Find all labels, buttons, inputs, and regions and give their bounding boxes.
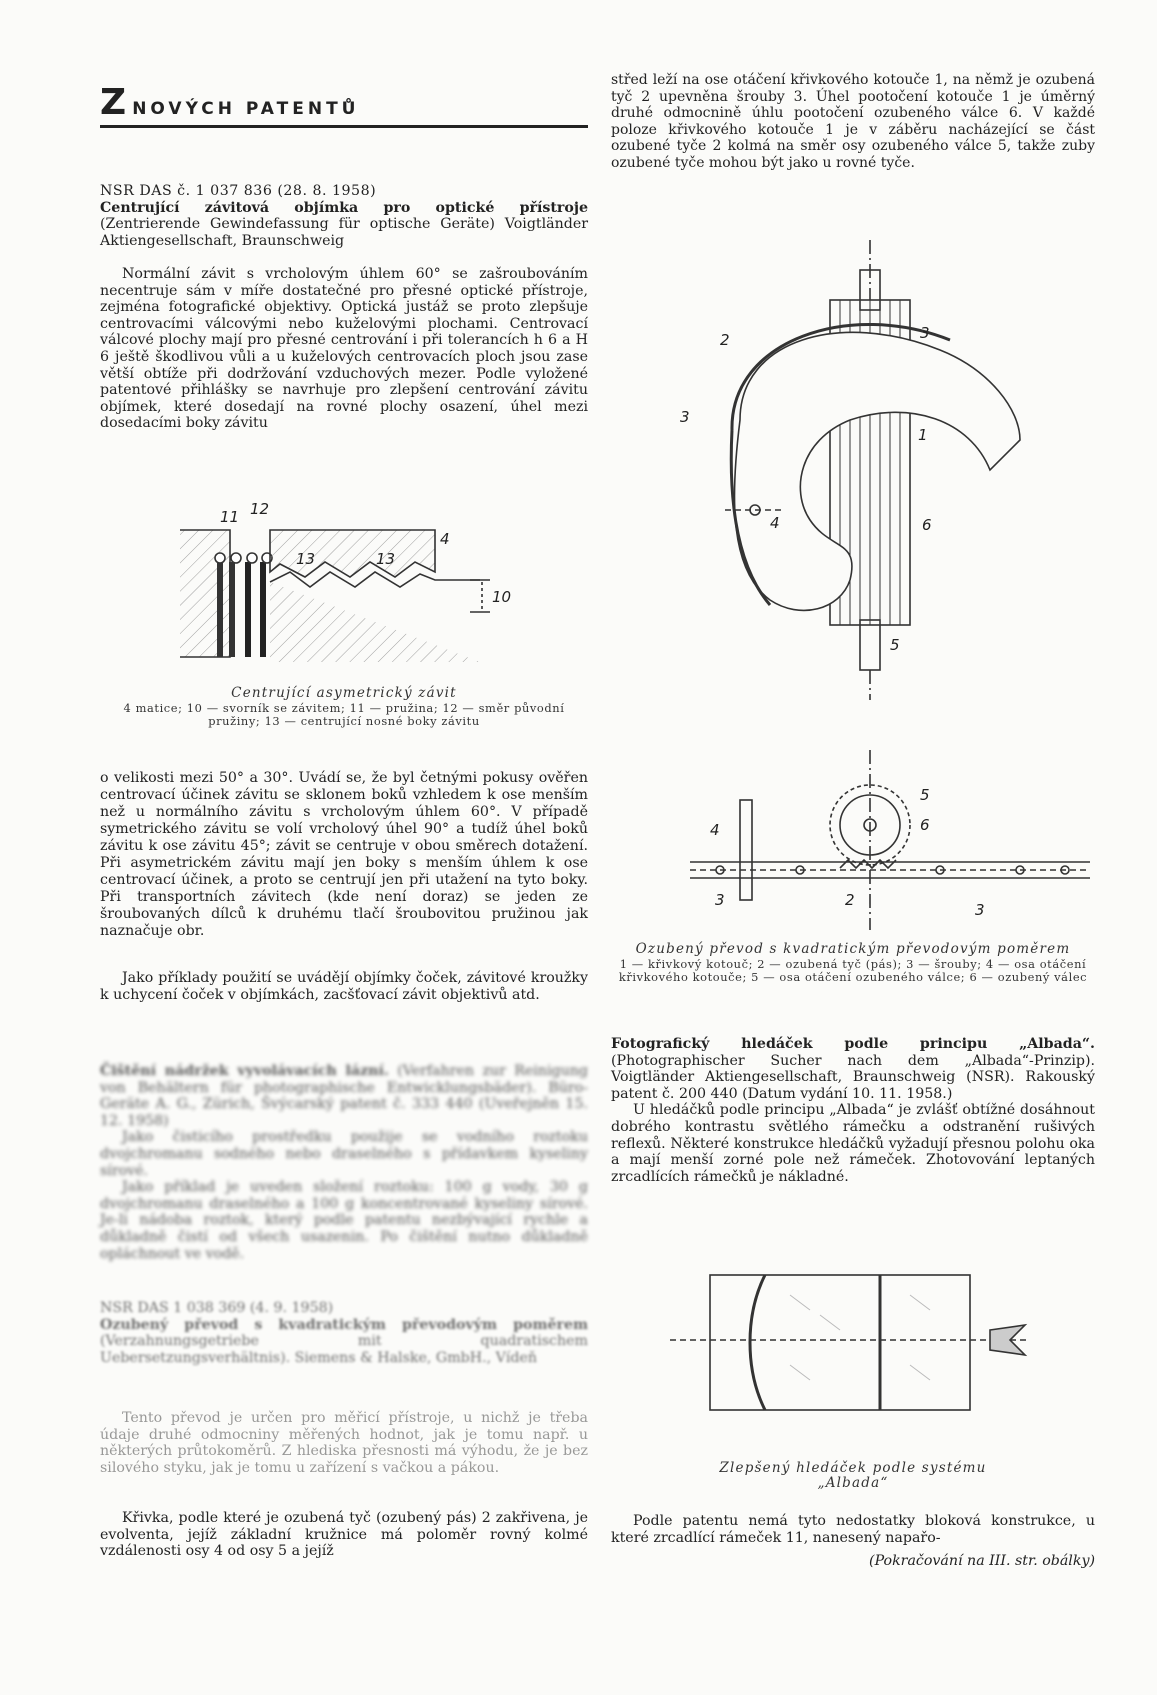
heading-rule [100,125,588,128]
viewfinder-title-1: Zlepšený hledáček podle systému [719,1460,987,1476]
cam-label-3b: 3 [680,408,690,426]
patent1-para2: o velikosti mezi 50° a 30°. Uvádí se, že byl četnými pokusy ověřen centrovací účinek závitu se sklonem boků vzhledem k ose menším než u normálního závitu s vrcholovým úhlem 60°. V případě symetrického závitu se volí vrcholový úhel 90° a tudíž úhel boků závitu k ose závitu 45°; závit se centruje v obou směrech dotažení. Při asymetrickém závitu mají jen boky s menším úhlem k ose centrovací účinek, a proto se centrují jen při utažení na tyto boky. Při transportních závitech (kde není doraz) se jeden ze šroubovaných dílců k druhému tlačí šroubovitou pružinou jak naznačuje obr. [100,770,588,939]
cam-label-1: 1 [918,426,928,444]
patent3-title: Fotografický hledáček podle principu „Albada“. [611,1036,1095,1052]
gear-figure-legend: 1 — křivkový kotouč; 2 — ozubená tyč (pás); 3 — šrouby; 4 — osa otáčení křivkového kotouče; 5 — osa otáčení ozubeného válce; 6 — ozubený válec [618,957,1088,984]
patent2-meta: (Verzahnungsgetriebe mit quadratischem Uebersetzungsverhältnis). Siemens & Halske, GmbH., Vídeň [100,1333,588,1366]
patent2-header [100,1300,588,1366]
gear-figure-title: Ozubený převod s kvadratickým převodovým poměrem [635,941,1071,957]
cam-label-3a: 3 [920,324,930,342]
blur-patent-title: Čištění nádržek vyvolávacích lázní. [100,1063,389,1079]
patent1-header [100,183,588,249]
patent2-continuation: střed leží na ose otáčení křivkového kotouče 1, na němž je ozubená tyč 2 upevněna šrouby 3. Úhel pootočení kotouče 1 je úměrný druhé odmocnině úhlu pootočení ozubeného válce 6. V každé poloze křivkového kotouče 1 je v záběru nacházející se část ozubené tyče 2 kolmá na směr osy ozubeného válce 5, takže zuby ozubené tyče mohou být jako u rovné tyče. [611,72,1095,171]
patent1-para1: Normální závit s vrcholovým úhlem 60° se zašroubováním necentruje sám v míře dostatečné pro přesné optické přístroje, zejména fotografické objektivy. Optická justáž se proto zlepšuje centrovacími válcovými nebo kuželovými plochami. Centrovací válcové plochy mají pro přesné centrování i při tolerancích h 6 a H 6 ještě škodlivou vůli a u kuželových centrovacích ploch jsou zase větší obtíže při dodržování vzduchových mezer. Podle vyložené patentové přihlášky se navrhuje pro zlepšení centrování závitu objímek, které dosedají na rovné plochy osazení, úhel mezi dosedacími boky závitu [100,266,588,432]
thread-label-13a: 13 [296,550,316,568]
patent1-meta: (Zentrierende Gewindefassung für optische Geräte) Voigtländer Aktiengesellschaft, Braunschweig [100,216,588,249]
patent1-para3: Jako příklady použití se uvádějí objímky čoček, závitové kroužky k uchycení čoček v objímkách, zacšťovací závit objektivů atd. [100,970,588,1003]
continued-note: (Pokračování na III. str. obálky) [869,1553,1095,1569]
gear-figure-caption [611,943,1095,984]
patent2-number: NSR DAS 1 038 369 (4. 9. 1958) [100,1300,334,1316]
patent3-header [611,1036,1095,1185]
thread-figure-legend: 4 matice; 10 — svorník se závitem; 11 — pružina; 12 — směr původní pružiny; 13 — centrující nosné boky závitu [123,701,565,728]
blur-patent-para1: Jako čisticího prostředku použije se vodního roztoku dvojchromanu sodného nebo draselného s přídavkem kyseliny sírové. [100,1129,588,1179]
rack-label-5: 5 [920,786,930,804]
patent2-title: Ozubený převod s kvadratickým převodovým poměrem [100,1316,588,1333]
thread-figure-title: Centrující asymetrický závit [231,685,457,701]
rack-label-4: 4 [710,821,720,839]
viewfinder-title-2: „Albada“ [817,1475,889,1491]
cam-label-4: 4 [770,514,780,532]
rack-gear-figure [690,750,1090,930]
section-heading [100,82,588,128]
cam-label-6: 6 [922,516,932,534]
patent1-title: Centrující závitová objímka pro optické přístroje [100,199,588,216]
thread-label-13b: 13 [376,550,396,568]
thread-label-11: 11 [220,508,240,526]
thread-figure [170,502,550,672]
patent3-para2: Podle patentu nemá tyto nedostatky bloková konstrukce, u které zrcadlící rámeček 11, nanesený napařo- [611,1513,1095,1546]
thread-label-12: 12 [250,500,270,518]
thread-figure-caption [100,687,588,728]
blurred-patent [100,1063,588,1262]
rack-label-6: 6 [920,816,930,834]
cam-gear-figure [680,240,1050,700]
patent2-para1: Tento převod je určen pro měřicí přístroje, u nichž je třeba údaje druhé odmocniny měřených hodnot, jak je tomu např. u některých průtokoměrů. Z hlediska přesnosti má výhodu, že je bez silového styku, jak je tomu u zařízení s vačkou a pákou. [100,1410,588,1476]
rack-label-2: 2 [845,891,855,909]
patent3-meta: (Photographischer Sucher nach dem „Albada“-Prinzip). Voigtländer Aktiengesellschaft, Braunschweig (NSR). Rakouský patent č. 200 440 (Datum vydání 10. 11. 1958.) [611,1052,1095,1102]
blur-patent-meta: (Verfahren zur Reinigung von Behältern für photographische Entwicklungsbäder). Büro-Geräte A. G., Zürich, Švýcarský patent č. 333 440 (Uveřejněn 15. 12. 1958) [100,1063,588,1129]
patent2-para2: Křivka, podle které je ozubená tyč (ozubený pás) 2 zakřivena, je evolventa, jejíž základní kružnice má poloměr rovný kolmé vzdálenosti osy 4 od osy 5 a jejíž [100,1510,588,1560]
rack-label-3b: 3 [975,901,985,919]
viewfinder-caption [611,1462,1095,1492]
thread-label-4: 4 [440,530,450,548]
blur-patent-para2: Jako příklad je uveden složení roztoku: 100 g vody, 30 g dvojchromanu draselného a 100 g koncentrované kyseliny sírové. Je-li nádoba roztok, který podle patentu nezbývající rychle a důkladně čistí od všech usazenin. Po čištění nutno důkladně opláchnout ve vodě. [100,1179,588,1262]
cam-label-2: 2 [720,331,730,349]
heading-rest: NOVÝCH PATENTŮ [132,99,360,119]
patent1-number: NSR DAS č. 1 037 836 (28. 8. 1958) [100,183,377,199]
thread-label-10: 10 [492,588,512,606]
cam-label-5: 5 [890,636,900,654]
patent3-para1: U hledáčků podle principu „Albada“ je zvlášť obtížné dosáhnout dobrého kontrastu světlého rámečku a odstranění rušivých reflexů. Některé konstrukce hledáčků vyžadují přesnou polohu oka a mají menší zorné pole než rámeček. Zhotovování leptaných zrcadlících rámečků je nákladné. [611,1102,1095,1185]
rack-label-3a: 3 [715,891,725,909]
heading-initial: Z [100,82,128,123]
viewfinder-figure [670,1255,1030,1455]
